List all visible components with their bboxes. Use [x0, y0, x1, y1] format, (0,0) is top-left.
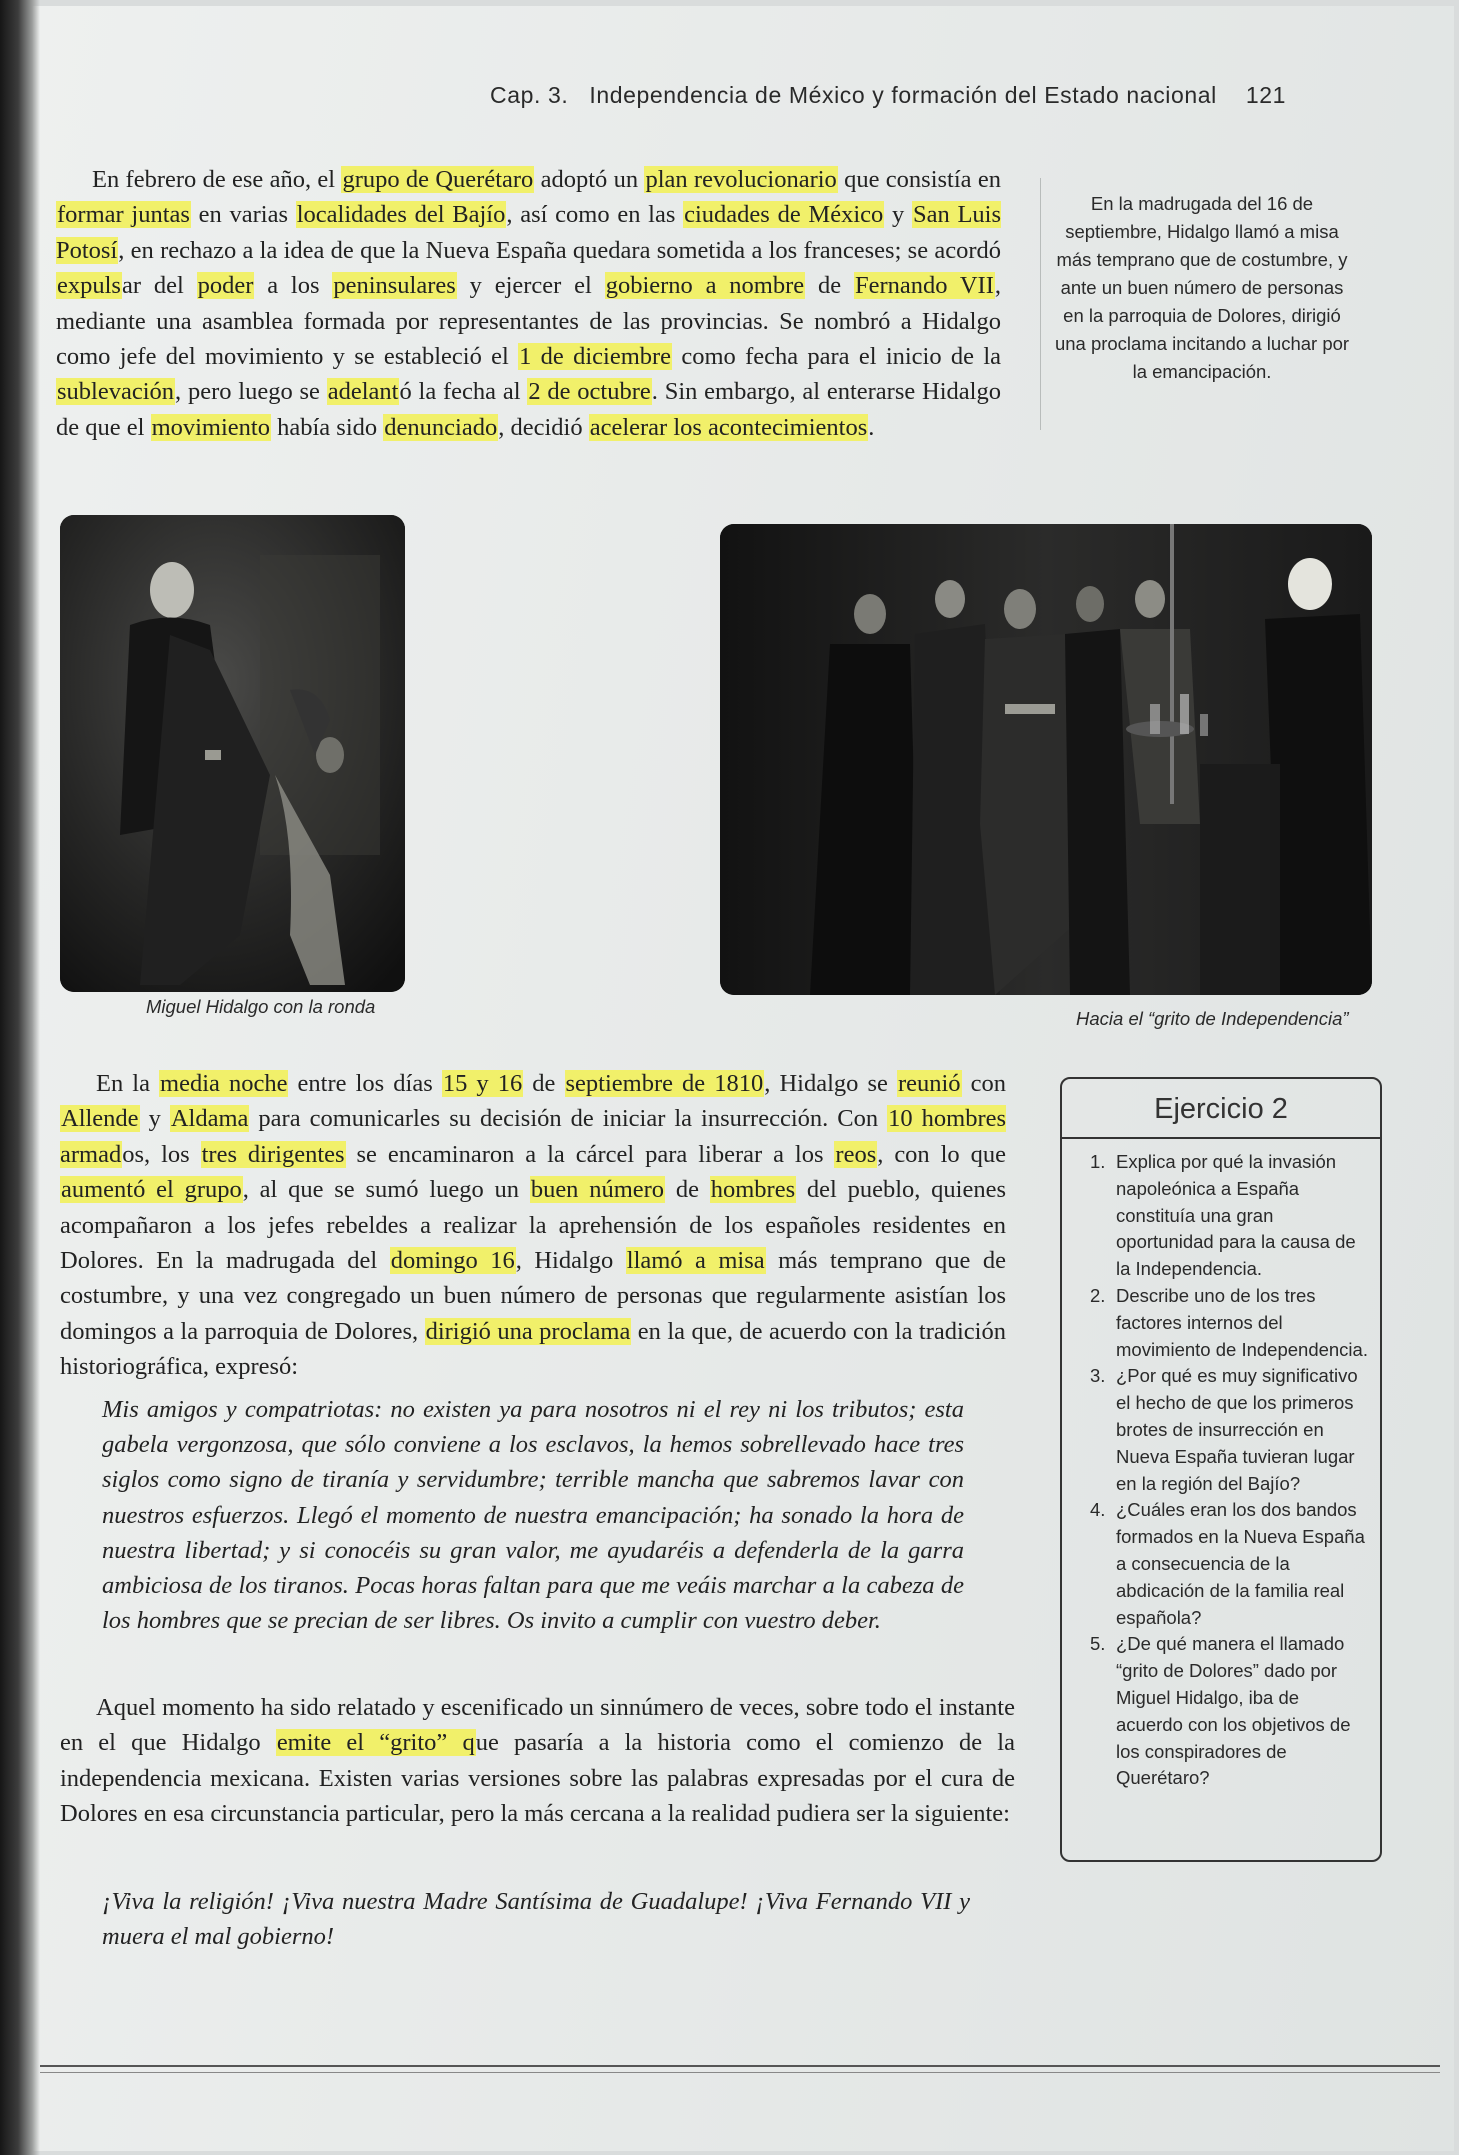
highlight: San Luis Potosí: [56, 201, 1002, 264]
chapter-label: Cap. 3.: [490, 82, 569, 108]
exercise-question-list: [1062, 1139, 1380, 1792]
highlight: plan revolucionario: [645, 166, 837, 193]
paragraph-queretaro-plan: En febrero de ese año, el grupo de Querétaro adoptó un plan revolucionario que consistía en formar juntas en varias localidades del Bajío, así como en las ciudades de México y San Luis Potosí, en rechazo a la idea de que la Nueva España quedara sometida a los franceses; se acordó expulsar del poder a los peninsulares y ejercer el gobierno a nombre de Fernando VII, mediante una asamblea formada por representantes de las provincias. Se nombró a Hidalgo como jefe del movimiento y se estableció el 1 de diciembre como fecha para el inicio de la sublevación, pero luego se adelantó la fecha al 2 de octubre. Sin embargo, al enterarse Hidalgo de que el movimiento había sido denunciado, decidió acelerar los acontecimientos.: [56, 166, 1002, 441]
painting-grito-independencia: [720, 524, 1372, 995]
footer-rule: [40, 2065, 1440, 2067]
highlight: 1 de diciembre: [519, 343, 672, 371]
hidalgo-proclamation-quote: Mis amigos y compatriotas: no existen ya para nosotros ni el rey ni los tributos; esta gabela vergonzosa, que sólo conviene a los esclavos, la hemos sobrellevado hace tres siglos como signo de tiranía y servidumbre; terrible mancha que sabremos lavar con nuestros esfuerzos. Llegó el momento de nuestra emancipación; ha sonado la hora de nuestra libertad; y si conocéis su gran valor, me ayudaréis a defenderla de la garra ambiciosa de los tiranos. Pocas horas faltan para que me veáis marchar a la cabeza de los hombres que se precian de ser libres. Os invito a cumplir con vuestro deber.: [102, 1396, 964, 1635]
highlight: denunciado: [384, 413, 498, 441]
page-number: 121: [1245, 82, 1287, 108]
exercise-question: 4. ¿Cuáles eran los dos bandos formados en la Nueva España a consecuencia de la abdicación de la familia real española?: [1090, 1499, 1365, 1628]
highlight: llamó a misa: [626, 1247, 765, 1275]
highlight: adelant: [327, 378, 399, 406]
exercise-question: 1. Explica por qué la invasión napoleónica a España constituía una gran oportunidad para la causa de la Independencia.: [1090, 1151, 1356, 1280]
highlight: buen número: [530, 1176, 665, 1204]
highlight: reunió: [897, 1070, 961, 1097]
highlight: sublevación: [57, 378, 175, 406]
highlight: emite el “grito” q: [276, 1729, 475, 1757]
painting-hidalgo-ronda: [60, 515, 405, 992]
exercise-question: 3. ¿Por qué es muy significativo el hecho de que los primeros brotes de insurrección en Nueva España tuvieran lugar en la región del Bajío?: [1090, 1365, 1358, 1494]
highlight: dirigió una proclama: [425, 1317, 631, 1345]
highlight: ciudades de México: [684, 201, 884, 229]
highlight: 15 y 16: [442, 1070, 523, 1097]
highlight: media noche: [160, 1070, 288, 1097]
highlight: 2 de octubre: [528, 378, 651, 406]
exercise-question: 2. Describe uno de los tres factores internos del movimiento de Independencia.: [1090, 1284, 1368, 1360]
painting-grito-illustration: [720, 524, 1372, 995]
highlight: hombres: [710, 1176, 796, 1204]
footer-rule-thin: [40, 2072, 1440, 2073]
highlight: peninsulares: [333, 272, 456, 300]
painting-hidalgo-ronda-illustration: [60, 515, 405, 992]
highlight: localidades del Bajío: [296, 201, 506, 229]
exercise-question: 5. ¿De qué manera el llamado “grito de Dolores” dado por Miguel Hidalgo, iba de acuerdo con los objetivos de los conspiradores de Querétaro?: [1090, 1633, 1351, 1789]
highlight: expuls: [57, 272, 121, 300]
highlight: 10 hombres armad: [60, 1105, 1007, 1168]
highlight: aumentó el grupo: [61, 1176, 242, 1204]
exercise-box: [1060, 1077, 1382, 1862]
running-header: [490, 82, 1390, 109]
highlight: domingo 16: [390, 1247, 515, 1275]
highlight: Aldama: [170, 1105, 249, 1133]
paragraph-grito: Aquel momento ha sido relatado y escenificado un sinnúmero de veces, sobre todo el instante en el que Hidalgo emite el “grito” que pasaría a la historia como el comienzo de la independencia mexicana. Existen varias versiones sobre las palabras expresadas por el cura de Dolores en esa circunstancia particular, pero la más cercana a la realidad pudiera ser la siguiente:: [60, 1694, 1015, 1828]
grito-quote: ¡Viva la religión! ¡Viva nuestra Madre Santísima de Guadalupe! ¡Viva Fernando VII y muera el mal gobierno!: [102, 1888, 970, 1951]
paragraph-midnight-meeting: En la media noche entre los días 15 y 16 de septiembre de 1810, Hidalgo se reunió con Allende y Aldama para comunicarles su decisión de iniciar la insurrección. Con 10 hombres armados, los tres dirigentes se encaminaron a la cárcel para liberar a los reos, con lo que aumentó el grupo, al que se sumó luego un buen número de hombres del pueblo, quienes acompañaron a los jefes rebeldes a realizar la aprehensión de los españoles residentes en Dolores. En la madrugada del domingo 16, Hidalgo llamó a misa más temprano que de costumbre, y una vez congregado un buen número de personas que regularmente asistían los domingos a la parroquia de Dolores, dirigió una proclama en la que, de acuerdo con la tradición historiográfica, expresó:: [60, 1070, 1007, 1381]
highlight: grupo de Querétaro: [342, 166, 534, 193]
margin-note: En la madrugada del 16 de septiembre, Hidalgo llamó a misa más temprano que de costumbre, y ante un buen número de personas en la parroquia de Dolores, dirigió una proclama incitando a luchar por la emancipación.: [1054, 193, 1350, 382]
highlight: Fernando VII: [854, 272, 994, 300]
highlight: Allende: [61, 1105, 139, 1133]
highlight: reos: [835, 1140, 877, 1168]
highlight: tres dirigentes: [201, 1140, 345, 1168]
highlight: acelerar los acontecimientos: [589, 413, 868, 441]
sidenote-rule: [1040, 178, 1041, 430]
highlight: gobierno a nombre: [605, 272, 805, 300]
highlight: poder: [197, 272, 254, 300]
caption-right-painting: Hacia el “grito de Independencia”: [1076, 1008, 1349, 1029]
caption-left-painting: Miguel Hidalgo con la ronda: [146, 996, 376, 1017]
highlight: movimiento: [151, 413, 270, 441]
chapter-title: Independencia de México y formación del Estado nacional: [589, 82, 1217, 108]
exercise-title: Ejercicio 2: [1062, 1079, 1380, 1139]
highlight: formar juntas: [57, 201, 190, 229]
highlight: septiembre de 1810: [565, 1070, 764, 1097]
page-binding-shadow: [0, 0, 40, 2155]
